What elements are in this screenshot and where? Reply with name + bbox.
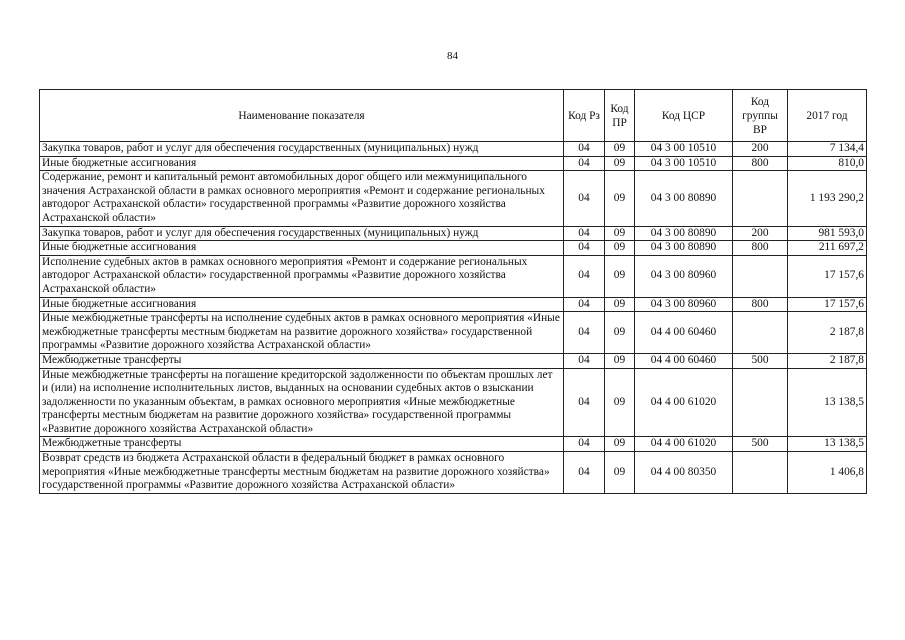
- row-vr: [733, 171, 788, 226]
- table-row: [40, 241, 867, 256]
- row-amount: 13 138,5: [788, 437, 867, 452]
- row-name: Закупка товаров, работ и услуг для обеспечения государственных (муниципальных) нужд: [40, 226, 564, 241]
- row-amount: 17 157,6: [788, 297, 867, 312]
- row-rz: 04: [564, 312, 605, 354]
- row-amount: 7 134,4: [788, 142, 867, 157]
- row-pr: 09: [605, 452, 635, 494]
- row-vr: 200: [733, 226, 788, 241]
- row-pr: 09: [605, 142, 635, 157]
- row-vr: 800: [733, 297, 788, 312]
- row-csr: 04 4 00 61020: [635, 368, 733, 437]
- row-csr: 04 4 00 80350: [635, 452, 733, 494]
- row-csr: 04 4 00 61020: [635, 437, 733, 452]
- row-vr: 500: [733, 437, 788, 452]
- row-name: Содержание, ремонт и капитальный ремонт автомобильных дорог общего или межмуниципального значения Астраханской области в рамках основного мероприятия «Ремонт и содержание региональных автодорог Астраханской области» государственной программы «Развитие дорожного хозяйства Астраханской области»: [40, 171, 564, 226]
- row-amount: 981 593,0: [788, 226, 867, 241]
- table-row: [40, 452, 867, 494]
- row-csr: 04 3 00 80960: [635, 297, 733, 312]
- row-vr: 500: [733, 353, 788, 368]
- row-rz: 04: [564, 226, 605, 241]
- table-row: [40, 297, 867, 312]
- table-row: [40, 255, 867, 297]
- row-name: Иные бюджетные ассигнования: [40, 297, 564, 312]
- row-rz: 04: [564, 142, 605, 157]
- table-header-row: [40, 90, 867, 142]
- table-row: [40, 353, 867, 368]
- row-rz: 04: [564, 241, 605, 256]
- row-name: Закупка товаров, работ и услуг для обеспечения государственных (муниципальных) нужд: [40, 142, 564, 157]
- row-pr: 09: [605, 437, 635, 452]
- row-pr: 09: [605, 297, 635, 312]
- row-pr: 09: [605, 312, 635, 354]
- table-row: [40, 226, 867, 241]
- row-amount: 2 187,8: [788, 353, 867, 368]
- row-rz: 04: [564, 437, 605, 452]
- row-name: Иные межбюджетные трансферты на погашение кредиторской задолженности по объектам прошлых лет и (или) на исполнение исполнительных листов, выданных на основании судебных актов о взыскании задолженности по указанным объектам, в рамках основного мероприятия «Иные межбюджетные трансферты местным бюджетам на развитие дорожного хозяйства» государственной программы «Развитие дорожного хозяйства Астраханской области»: [40, 368, 564, 437]
- budget-table: [39, 89, 867, 494]
- table-row: [40, 437, 867, 452]
- row-amount: 1 406,8: [788, 452, 867, 494]
- row-csr: 04 3 00 80890: [635, 241, 733, 256]
- row-amount: 810,0: [788, 156, 867, 171]
- row-amount: 13 138,5: [788, 368, 867, 437]
- row-vr: [733, 255, 788, 297]
- row-name: Исполнение судебных актов в рамках основного мероприятия «Ремонт и содержание региональных автодорог Астраханской области» государственной программы «Развитие дорожного хозяйства Астраханской области»: [40, 255, 564, 297]
- header-pr: Код ПР: [605, 90, 635, 142]
- row-rz: 04: [564, 255, 605, 297]
- table-row: [40, 368, 867, 437]
- row-rz: 04: [564, 156, 605, 171]
- row-name: Межбюджетные трансферты: [40, 353, 564, 368]
- row-vr: 800: [733, 156, 788, 171]
- row-pr: 09: [605, 171, 635, 226]
- row-amount: 17 157,6: [788, 255, 867, 297]
- row-csr: 04 3 00 10510: [635, 156, 733, 171]
- header-rz: Код Рз: [564, 90, 605, 142]
- row-rz: 04: [564, 171, 605, 226]
- table-row: [40, 156, 867, 171]
- row-vr: [733, 368, 788, 437]
- row-name: Иные бюджетные ассигнования: [40, 241, 564, 256]
- table-row: [40, 312, 867, 354]
- row-amount: 1 193 290,2: [788, 171, 867, 226]
- row-csr: 04 3 00 80960: [635, 255, 733, 297]
- row-name: Иные бюджетные ассигнования: [40, 156, 564, 171]
- row-rz: 04: [564, 452, 605, 494]
- row-csr: 04 3 00 80890: [635, 226, 733, 241]
- row-rz: 04: [564, 368, 605, 437]
- row-csr: 04 3 00 10510: [635, 142, 733, 157]
- table-row: [40, 171, 867, 226]
- header-vr: Код группы ВР: [733, 90, 788, 142]
- row-pr: 09: [605, 368, 635, 437]
- row-csr: 04 4 00 60460: [635, 353, 733, 368]
- row-pr: 09: [605, 353, 635, 368]
- row-vr: 800: [733, 241, 788, 256]
- row-pr: 09: [605, 241, 635, 256]
- row-amount: 211 697,2: [788, 241, 867, 256]
- table-row: [40, 142, 867, 157]
- row-pr: 09: [605, 255, 635, 297]
- row-vr: 200: [733, 142, 788, 157]
- page-number: 84: [447, 50, 458, 62]
- row-rz: 04: [564, 297, 605, 312]
- row-csr: 04 4 00 60460: [635, 312, 733, 354]
- row-name: Иные межбюджетные трансферты на исполнение судебных актов в рамках основного мероприятия «Иные межбюджетные трансферты местным бюджетам на развитие дорожного хозяйства» государственной программы «Развитие дорожного хозяйства Астраханской области»: [40, 312, 564, 354]
- header-year: 2017 год: [788, 90, 867, 142]
- header-csr: Код ЦСР: [635, 90, 733, 142]
- row-name: Возврат средств из бюджета Астраханской области в федеральный бюджет в рамках основного мероприятия «Иные межбюджетные трансферты местным бюджетам на развитие дорожного хозяйства» государственной программы «Развитие дорожного хозяйства Астраханской области»: [40, 452, 564, 494]
- row-amount: 2 187,8: [788, 312, 867, 354]
- header-name: Наименование показателя: [40, 90, 564, 142]
- row-csr: 04 3 00 80890: [635, 171, 733, 226]
- row-name: Межбюджетные трансферты: [40, 437, 564, 452]
- row-vr: [733, 312, 788, 354]
- row-rz: 04: [564, 353, 605, 368]
- row-pr: 09: [605, 156, 635, 171]
- row-pr: 09: [605, 226, 635, 241]
- row-vr: [733, 452, 788, 494]
